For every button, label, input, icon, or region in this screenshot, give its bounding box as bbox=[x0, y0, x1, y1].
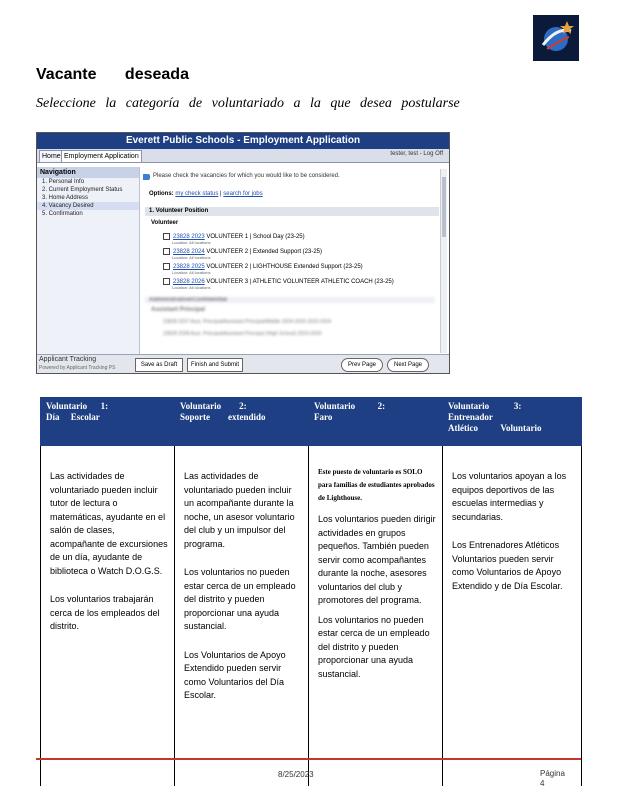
user-logoff-link[interactable]: tester, test - Log Off bbox=[390, 151, 443, 157]
position-link[interactable]: 23828 2025 bbox=[173, 264, 205, 271]
application-screenshot bbox=[36, 132, 450, 374]
position-location: Location: All locations bbox=[172, 255, 211, 261]
header-line: Voluntario 1: bbox=[46, 401, 109, 411]
prev-page-button[interactable]: Prev Page bbox=[341, 358, 383, 372]
cell-paragraph: Los Entrenadores Atléticos Voluntarios pueden servir como Voluntarios de Apoyo Extendido y de Día Escolar. bbox=[452, 540, 563, 591]
cell-paragraph: Los Voluntarios de Apoyo Extendido pueden servir como Voluntarios del Día Escolar. bbox=[184, 649, 286, 700]
position-option[interactable] bbox=[163, 233, 305, 246]
nav-item-personal-info[interactable]: 1. Personal Info bbox=[42, 179, 85, 185]
section-subheader: Volunteer bbox=[151, 220, 179, 226]
applicant-tracking-text: Applicant Tracking bbox=[39, 356, 97, 363]
lighthouse-notice: Este puesto de voluntario es SOLO para familias de estudiantes aprobados de Lighthouse. bbox=[318, 468, 435, 502]
header-line: Entrenador bbox=[448, 412, 493, 422]
nav-header: Navigation bbox=[37, 167, 139, 178]
cell-paragraph: Los voluntarios apoyan a los equipos deportivos de las escuelas intermedias y secundarias. bbox=[452, 471, 567, 522]
tab-employment-application[interactable]: Employment Application bbox=[61, 150, 142, 163]
blurred-section bbox=[145, 297, 435, 353]
cell-paragraph: Los voluntarios no pueden estar cerca de un empleado del distrito y pueden proporcionar una ayuda sustancial. bbox=[318, 614, 430, 679]
checkbox[interactable] bbox=[163, 278, 170, 285]
position-link[interactable]: 23828 2024 bbox=[173, 249, 205, 256]
checkbox[interactable] bbox=[163, 248, 170, 255]
footer-divider bbox=[36, 758, 581, 760]
cell-volunteer-2-lighthouse bbox=[309, 446, 443, 787]
position-location: Location: All locations bbox=[172, 270, 211, 276]
app-sidebar bbox=[37, 167, 140, 354]
cell-volunteer-2-extended bbox=[175, 446, 309, 787]
blurred-header: Administrative/Confidential bbox=[145, 297, 435, 303]
header-line: Atlético Voluntario bbox=[448, 423, 542, 433]
header-line: Voluntario 2: bbox=[314, 401, 386, 411]
scrollbar[interactable] bbox=[440, 169, 447, 353]
app-footer-bar bbox=[37, 354, 449, 374]
cell-paragraph: Las actividades de voluntariado pueden incluir tutor de lectura o matemáticas, ayudante en el salón de clases, acompañante de excursiones de un día, ayudante de biblioteca o Watch D.O.G.S. bbox=[50, 471, 168, 576]
section-header: 1. Volunteer Position bbox=[145, 207, 439, 216]
options-row bbox=[149, 191, 263, 197]
position-option[interactable] bbox=[163, 278, 394, 291]
header-line: Faro bbox=[314, 412, 333, 422]
save-draft-button[interactable]: Save as Draft bbox=[135, 358, 183, 372]
page-subtitle: Seleccione la categoría de voluntariado a la que desea postularse bbox=[36, 96, 460, 111]
cell-volunteer-1 bbox=[41, 446, 175, 787]
position-option[interactable] bbox=[163, 248, 322, 261]
position-link[interactable]: 23828 2026 bbox=[173, 279, 205, 286]
position-location: Location: All locations bbox=[172, 240, 211, 246]
position-location: Location: All locations bbox=[172, 285, 211, 291]
applicant-tracking-label bbox=[39, 356, 115, 372]
cell-paragraph: Las actividades de voluntariado pueden incluir un acompañante durante la noche, un asesor voluntario del club y un impulsor del programa. bbox=[184, 471, 295, 549]
next-page-button[interactable]: Next Page bbox=[387, 358, 429, 372]
footer-date: 8/25/2023 bbox=[278, 770, 314, 779]
options-separator: | bbox=[218, 191, 224, 197]
cell-volunteer-3 bbox=[443, 446, 582, 787]
nav-item-employment-status[interactable]: 2. Current Employment Status bbox=[42, 187, 123, 193]
header-line: Soporte extendido bbox=[180, 412, 266, 422]
position-link[interactable]: 23828 2023 bbox=[173, 234, 205, 241]
cell-paragraph: Los voluntarios pueden dirigir actividades en grupos pequeños. También pueden servir como acompañantes durante la noche, asesores voluntarios del club y promotores del programa. bbox=[318, 514, 436, 605]
app-tab-bar bbox=[37, 149, 449, 163]
table-body-row bbox=[41, 446, 582, 787]
tab-home[interactable]: Home bbox=[39, 150, 64, 163]
position-text: VOLUNTEER 1 | School Day (23-25) bbox=[206, 234, 305, 241]
header-volunteer-3 bbox=[443, 398, 582, 446]
powered-by-text: Powered by Applicant Tracking PS bbox=[39, 365, 116, 371]
nav-item-confirmation[interactable]: 5. Confirmation bbox=[42, 211, 83, 217]
header-volunteer-2-lighthouse bbox=[309, 398, 443, 446]
page-label: Página bbox=[540, 769, 565, 778]
options-label: Options: bbox=[149, 191, 174, 197]
position-text: VOLUNTEER 2 | Extended Support (23-25) bbox=[206, 249, 322, 256]
position-option[interactable] bbox=[163, 263, 363, 276]
scrollbar-thumb[interactable] bbox=[442, 177, 446, 237]
info-bubble-icon bbox=[143, 174, 150, 180]
position-text: VOLUNTEER 2 | LIGHTHOUSE Extended Support (23-25) bbox=[206, 264, 363, 271]
header-line: Día Escolar bbox=[46, 412, 100, 422]
search-jobs-link[interactable]: search for jobs bbox=[223, 191, 263, 197]
footer-page bbox=[540, 769, 565, 789]
nav-item-vacancy-desired[interactable]: 4. Vacancy Desired bbox=[37, 202, 139, 210]
checkbox[interactable] bbox=[163, 263, 170, 270]
page-number: 4 bbox=[540, 779, 545, 788]
info-text: Please check the vacancies for which you would like to be considered. bbox=[153, 173, 340, 179]
header-volunteer-1 bbox=[41, 398, 175, 446]
blurred-row: 23828 2027 Asst. Principal/Assistant Principal/Middle 2024-2025 2023-2024 bbox=[163, 319, 332, 325]
blurred-subheader: Assistant Principal bbox=[151, 307, 206, 313]
finish-submit-button[interactable]: Finish and Submit bbox=[187, 358, 243, 372]
app-main-panel bbox=[143, 169, 439, 353]
blurred-row: 23828 2028 Asst. Principal/Assistant Principal (High School) 2023-2024 bbox=[163, 331, 322, 337]
nav-item-home-address[interactable]: 3. Home Address bbox=[42, 195, 89, 201]
checkbox[interactable] bbox=[163, 233, 170, 240]
header-line: Voluntario 3: bbox=[448, 401, 522, 411]
cell-paragraph: Los voluntarios trabajarán cerca de los empleados del distrito. bbox=[50, 594, 160, 631]
table-header-row bbox=[41, 398, 582, 446]
cell-paragraph: Los voluntarios no pueden estar cerca de un empleado del distrito y pueden proporcionar una ayuda sustancial. bbox=[184, 567, 296, 631]
page-title: Vacante deseada bbox=[36, 66, 189, 83]
header-volunteer-2-extended bbox=[175, 398, 309, 446]
position-text: VOLUNTEER 3 | ATHLETIC VOLUNTEER ATHLETIC COACH (23-25) bbox=[206, 279, 394, 286]
header-line: Voluntario 2: bbox=[180, 401, 247, 411]
app-title: Everett Public Schools - Employment Application bbox=[37, 133, 449, 149]
district-logo bbox=[533, 15, 579, 61]
my-check-status-link[interactable]: my check status bbox=[175, 191, 219, 197]
volunteer-categories-table bbox=[40, 397, 582, 786]
